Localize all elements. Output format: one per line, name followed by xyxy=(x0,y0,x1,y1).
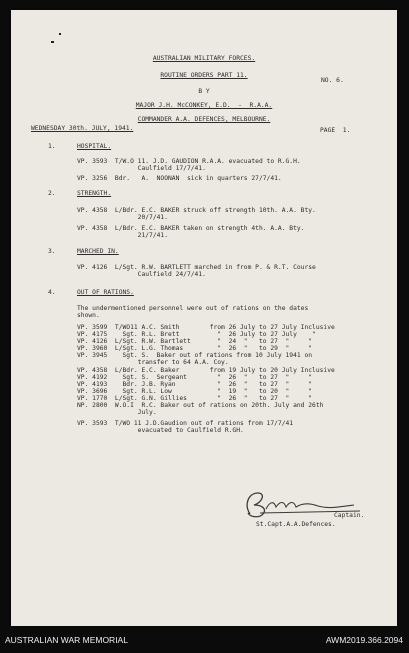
commander-line: COMMANDER A.A. DEFENCES, MELBOURNE. xyxy=(137,116,271,123)
order-date: WEDNESDAY 30th. JULY, 1941. xyxy=(31,125,134,132)
rations-entry: VP. 4175 Sgt. R.L. Brett " 26 July to 27 July " xyxy=(77,331,316,338)
hole-punch-mark xyxy=(51,41,54,43)
strength-entry: 21/7/41. xyxy=(77,232,168,239)
footer-institution: AUSTRALIAN WAR MEMORIAL xyxy=(5,635,128,645)
hole-punch-mark xyxy=(59,33,61,35)
rations-intro: The undermentioned personnel were out of rations on the dates xyxy=(77,305,309,312)
hospital-entry: VP. 3593 T/W.O 11. J.D. GAUDION R.A.A. evacuated to R.G.H. xyxy=(77,158,301,165)
section-heading-marched-in: MARCHED IN. xyxy=(77,248,119,255)
marched-in-entry: Caulfield 24/7/41. xyxy=(77,271,206,278)
rations-entry: VP. 3599 T/WO11 A.C. Smith from 26 July to 27 July Inclusive xyxy=(77,324,335,331)
signoff-role: St.Capt.A.A.Defences. xyxy=(256,521,336,528)
rations-entry: VP. 3960 L/Sgt. L.G. Thomas " 26 " to 29 " " xyxy=(77,345,313,352)
section-number: 1. xyxy=(48,143,56,150)
section-number: 3. xyxy=(48,248,56,255)
issuing-officer: MAJOR J.H. McCONKEY, E.D. - R.A.A. xyxy=(135,102,273,109)
hospital-entry: VP. 3256 Bdr. A. NOONAN sick in quarters 27/7/41. xyxy=(77,175,282,182)
section-heading-hospital: HOSPITAL. xyxy=(77,143,112,150)
document-title: ROUTINE ORDERS PART 11. xyxy=(160,72,248,79)
signoff-rank: Captain. xyxy=(334,512,365,519)
org-heading: AUSTRALIAN MILITARY FORCES. xyxy=(152,55,256,62)
by-label: B Y xyxy=(198,88,210,95)
marched-in-entry: VP. 4126 L/Sgt. R.W. BARTLETT marched in from P. & R.T. Course xyxy=(77,264,316,271)
rations-entry: VP. 4126 L/Sgt. R.W. Bartlett " 24 " to 27 " " xyxy=(77,338,313,345)
document-page xyxy=(11,10,397,626)
section-heading-rations: OUT OF RATIONS. xyxy=(77,289,134,296)
strength-entry: VP. 4358 L/Bdr. E.C. BAKER taken on strength 4th. A.A. Bty. xyxy=(77,225,305,232)
strength-entry: 20/7/41. xyxy=(77,214,168,221)
rations-entry: VP. 4192 Sgt. S. Sergeant " 26 " to 27 " " xyxy=(77,374,313,381)
order-number: NO. 6. xyxy=(321,77,344,84)
rations-entry: VP. 3593 T/WO 11 J.D.Gaudion out of rations from 17/7/41 xyxy=(77,420,294,427)
rations-entry: VP. 4193 Bdr. J.B. Ryan " 26 " to 27 " " xyxy=(77,381,313,388)
rations-entry: July. xyxy=(77,409,157,416)
hospital-entry: Caulfield 17/7/41. xyxy=(77,165,206,172)
footer-accession-number: AWM2019.366.2094 xyxy=(325,635,403,645)
rations-entry: VP. 3696 Sgt. R.L. Low " 19 " to 20 " " xyxy=(77,388,313,395)
rations-entry: transfer to 64 A.A. Coy. xyxy=(77,359,229,366)
rations-intro: shown. xyxy=(77,312,100,319)
strength-entry: VP. 4358 L/Bdr. E.C. BAKER struck off strength 10th. A.A. Bty. xyxy=(77,207,316,214)
archive-footer xyxy=(0,626,409,653)
rations-entry: NP. 2800 W.O.I R.C. Baker out of rations on 20th. July and 26th xyxy=(77,402,324,409)
rations-entry: VP. 1770 L/Sgt. G.N. Gillies " 26 " to 27 " " xyxy=(77,395,313,402)
page-number: PAGE 1. xyxy=(320,127,351,134)
rations-entry: VP. 4358 L/Bdr. E.C. Baker from 19 July to 20 July Inclusive xyxy=(77,367,335,374)
section-number: 2. xyxy=(48,190,56,197)
rations-entry: VP. 3945 Sgt. S. Baker out of rations from 10 July 1941 on xyxy=(77,352,313,359)
rations-entry: evacuated to Caulfield R.GH. xyxy=(77,427,244,434)
section-heading-strength: STRENGTH. xyxy=(77,190,112,197)
section-number: 4. xyxy=(48,289,56,296)
